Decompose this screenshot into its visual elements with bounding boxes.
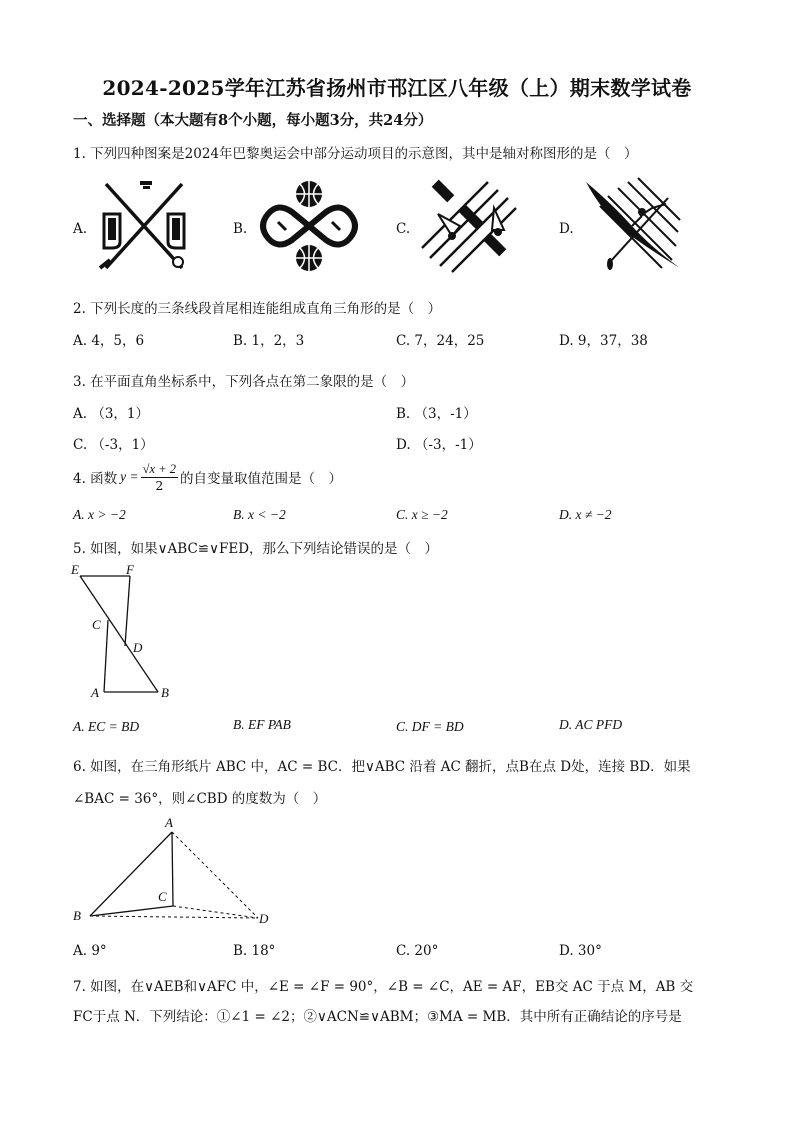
- q5-option-b: B. EF PAB: [233, 717, 291, 732]
- q2-option-a: A. 4，5，6: [73, 333, 145, 349]
- q4-stem-pre: 4. 函数: [73, 471, 118, 487]
- q6-label-d: D: [259, 911, 269, 926]
- q4-option-d: D. x ≠ −2: [559, 507, 612, 522]
- q7-stem-line1: 7. 如图，在∨AEB和∨AFC 中，∠E = ∠F = 90°，∠B = ∠C，AE = AF，EB交 AC 于点 M，AB 交: [73, 979, 694, 995]
- q5-label-b: B: [161, 685, 169, 700]
- q3-option-a: A. （3，1）: [73, 406, 150, 422]
- q6-label-c: C: [158, 889, 167, 904]
- q5-option-d: D. AC PFD: [559, 717, 623, 732]
- q4-option-c: C. x ≥ −2: [396, 507, 448, 522]
- q7-stem-line2: FC于点 N．下列结论：①∠1 = ∠2；②∨ACN≌∨ABM；③MA = MB．其中所有正确结论的序号是: [73, 1009, 682, 1025]
- q2-stem: 2. 下列长度的三条线段首尾相连能组成直角三角形的是（ ）: [73, 301, 442, 317]
- q1-option-a: A.: [73, 221, 88, 237]
- q6-stem-line1: 6. 如图，在三角形纸片 ABC 中，AC = BC．把∨ABC 沿着 AC 翻折，点B在点 D处，连接 BD．如果: [73, 759, 691, 775]
- q6-option-c: C. 20°: [396, 943, 439, 959]
- q4-stem: [73, 460, 342, 494]
- q5-figure: [70, 560, 190, 705]
- q5-label-a: A: [91, 685, 99, 700]
- q5-option-c: C. DF = BD: [396, 719, 464, 734]
- q4-fraction: [141, 462, 178, 493]
- q3-option-b: B. （3，-1）: [396, 406, 477, 422]
- q1-stem: 1. 下列四种图案是2024年巴黎奥运会中部分运动项目的示意图，其中是轴对称图形的是（ ）: [73, 146, 638, 162]
- q6-option-d: D. 30°: [559, 943, 602, 959]
- q6-figure: [80, 820, 270, 925]
- q6-stem-line2: ∠BAC = 36°，则∠CBD 的度数为（ ）: [73, 791, 327, 807]
- q6-label-b: B: [73, 908, 81, 923]
- q5-stem: 5. 如图，如果∨ABC≌∨FED，那么下列结论错误的是（ ）: [73, 541, 439, 557]
- q1-option-b: B.: [233, 221, 248, 237]
- fencing-icon: [96, 178, 192, 274]
- q5-label-d: D: [133, 640, 143, 655]
- q1-option-d: D.: [559, 221, 574, 237]
- q5-option-a: A. EC = BD: [73, 719, 140, 734]
- badminton-icon: [418, 178, 518, 274]
- q6-label-a: A: [165, 815, 173, 830]
- q6-option-b: B. 18°: [233, 943, 276, 959]
- q4-func-lhs: y =: [120, 469, 139, 484]
- q4-fraction-numerator: √x + 2: [142, 461, 176, 476]
- q5-label-c: C: [92, 617, 101, 632]
- q1-option-c: C.: [396, 221, 411, 237]
- q3-option-d: D. （-3，-1）: [396, 437, 482, 453]
- q4-option-b: B. x < −2: [233, 507, 286, 522]
- q4-option-a: A. x > −2: [73, 507, 126, 522]
- basketball-icon: [256, 178, 362, 274]
- canoe-icon: [582, 176, 682, 272]
- q4-stem-post: 的自变量取值范围是（ ）: [180, 471, 342, 487]
- q4-fraction-denominator: 2: [155, 477, 164, 493]
- q3-stem: 3. 在平面直角坐标系中，下列各点在第二象限的是（ ）: [73, 374, 415, 390]
- page-title: 2024-2025学年江苏省扬州市邗江区八年级（上）期末数学试卷: [102, 76, 692, 100]
- q2-option-c: C. 7，24，25: [396, 333, 485, 349]
- q2-option-b: B. 1，2，3: [233, 333, 305, 349]
- q3-option-c: C. （-3，1）: [73, 437, 154, 453]
- q2-option-d: D. 9，37，38: [559, 333, 648, 349]
- q5-label-f: F: [126, 562, 134, 577]
- q5-label-e: E: [71, 562, 79, 577]
- section-heading: 一、选择题（本大题有8个小题，每小题3分，共24分）: [73, 112, 433, 129]
- q6-option-a: A. 9°: [73, 943, 107, 959]
